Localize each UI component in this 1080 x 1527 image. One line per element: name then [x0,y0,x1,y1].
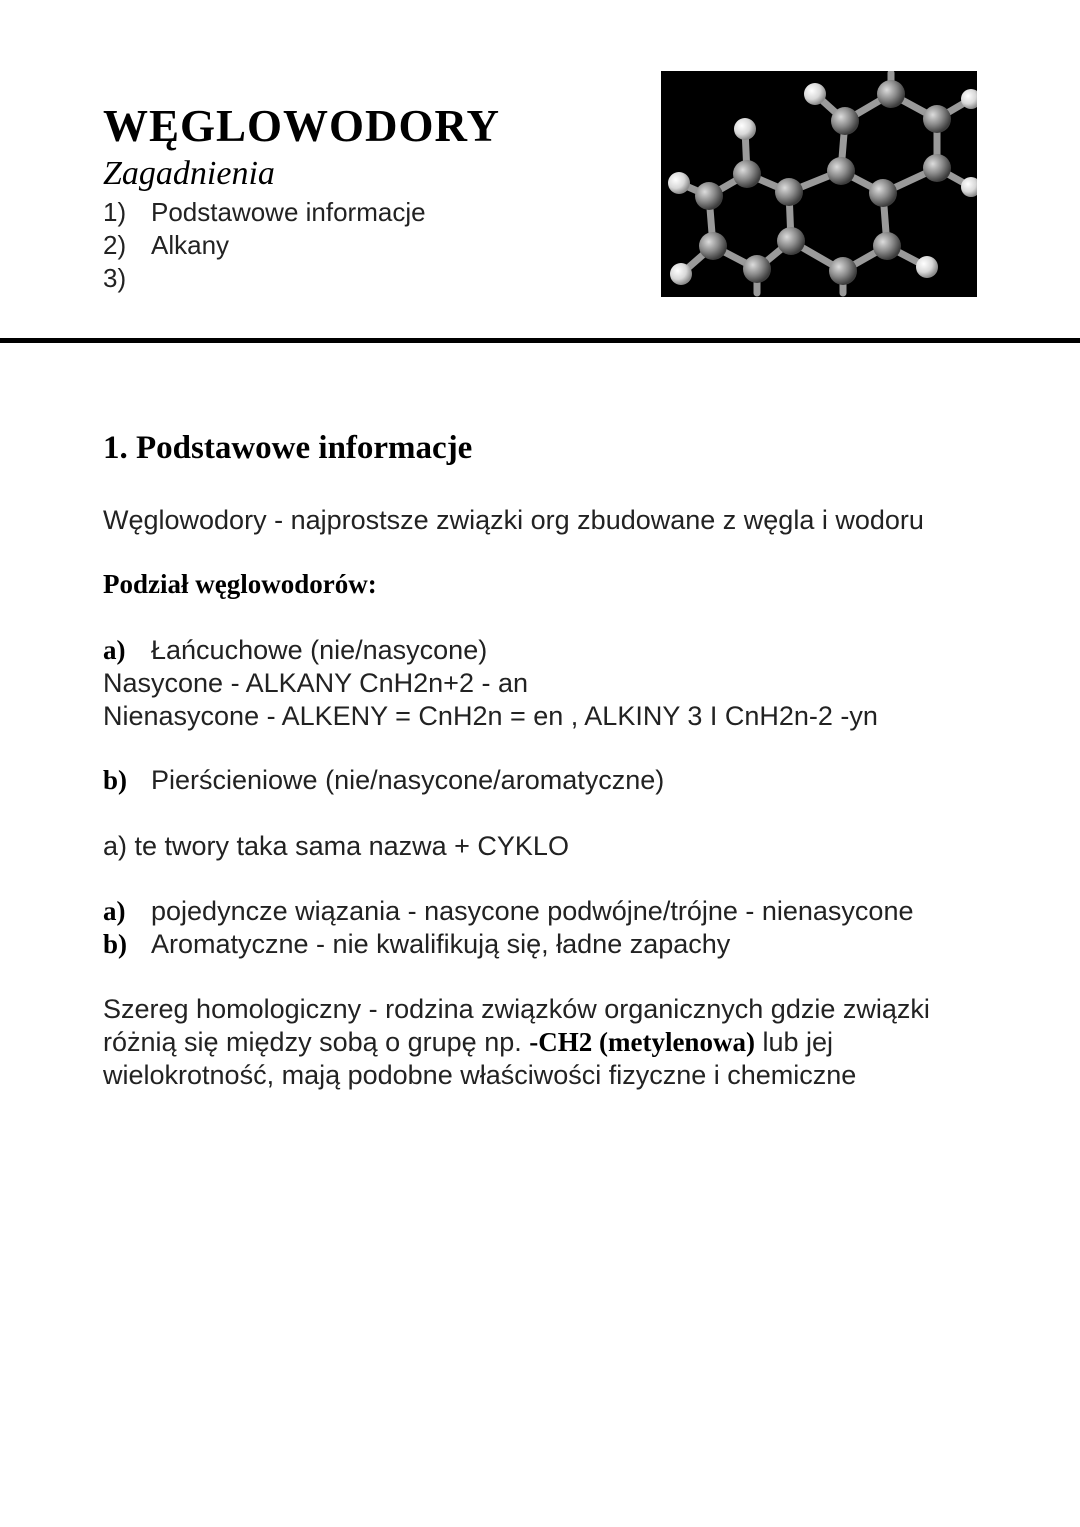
list-marker: b) [103,765,128,795]
paragraph-text: różnią się między sobą o grupę np. [103,1027,530,1057]
topic-item [103,262,426,295]
section-heading: 1. Podstawowe informacje [103,430,473,466]
list-item-bonds [103,895,913,928]
list-marker: a) [103,635,126,665]
paragraph-text: lub jej [754,1027,833,1057]
list-item-ring [103,764,664,797]
topic-number: 3) [103,263,127,293]
molecule-image [661,71,977,297]
document-title: WĘGLOWODORY [103,101,500,151]
paragraph-line [103,1026,983,1059]
list-item-text: Aromatyczne - nie kwalifikują się, ładne zapachy [151,929,731,959]
topics-list [103,196,426,295]
division-heading: Podział węglowodorów: [103,569,377,599]
paragraph-line: wielokrotność, mają podobne właściwości fizyczne i chemiczne [103,1060,857,1090]
topic-number: 1) [103,197,127,227]
list-item-text: Łańcuchowe (nie/nasycone) [151,635,488,665]
unsaturated-line: Nienasycone - ALKENY = CnH2n = en , ALKINY 3 I CnH2n-2 -yn [103,701,878,731]
topics-subtitle: Zagadnienia [103,155,275,192]
methylene-group-term: -CH2 (metylenowa) [529,1027,755,1057]
list-item-text: pojedyncze wiązania - nasycone podwójne/trójne - nienasycone [151,896,914,926]
topic-label: Alkany [151,230,230,260]
list-marker: a) [103,896,126,926]
topic-label: Podstawowe informacje [151,197,426,227]
list-item-text: Pierścieniowe (nie/nasycone/aromatyczne) [151,765,665,795]
header-divider [0,338,1080,343]
list-item-aromatic [103,928,730,961]
homologous-series-paragraph [103,993,983,1092]
topic-item [103,196,426,229]
list-item-chain [103,634,487,667]
phenanthrene-model-icon [661,71,977,297]
topic-item [103,229,426,262]
definition-text: Węglowodory - najprostsze związki org zbudowane z węgla i wodoru [103,505,924,535]
cyclo-note: a) te twory taka sama nazwa + CYKLO [103,831,569,861]
document-header [0,0,1080,345]
list-marker: b) [103,929,128,959]
saturated-line: Nasycone - ALKANY CnH2n+2 - an [103,668,528,698]
topic-number: 2) [103,230,127,260]
paragraph-line: Szereg homologiczny - rodzina związków organicznych gdzie związki [103,994,930,1024]
